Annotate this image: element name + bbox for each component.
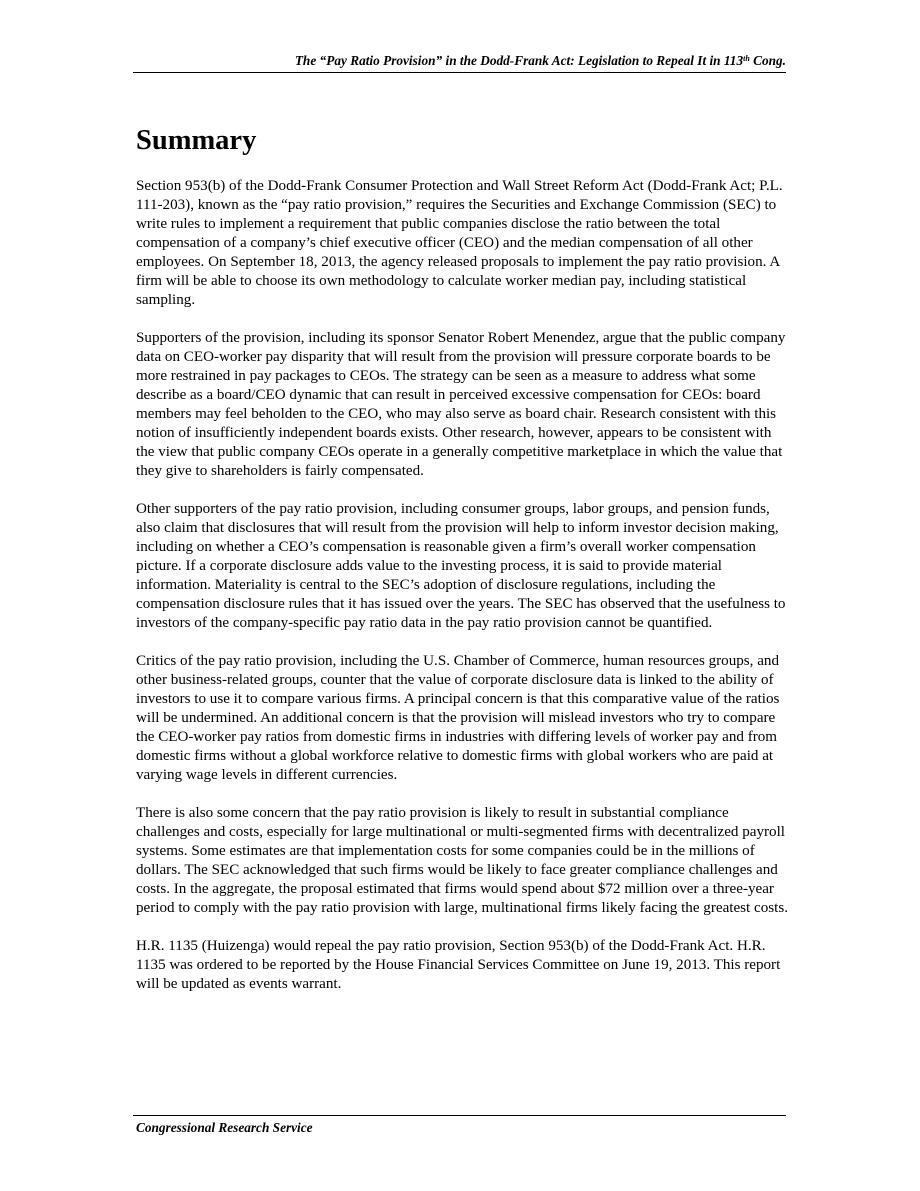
running-header [133, 53, 786, 69]
paragraph-hr-1135: H.R. 1135 (Huizenga) would repeal the pay ratio provision, Section 953(b) of the Dodd-Frank Act. H.R. 1135 was ordered to be reported by the House Financial Services Committee on June 19, 2013. This report will be updated as events warrant. [136, 938, 781, 992]
running-header-congress: Cong. [749, 53, 786, 68]
footer-divider [133, 1115, 786, 1116]
page-title: Summary [136, 125, 257, 156]
summary-body [136, 177, 788, 1013]
paragraph-critics-argument: Critics of the pay ratio provision, including the U.S. Chamber of Commerce, human resources groups, and other business-related groups, counter that the value of corporate disclosure data is linked to the ability of investors to use it to compare various firms. A principal concern is that this comparative value of the ratios will be undermined. An additional concern is that the provision will mislead investors who try to compare the CEO-worker pay ratios from domestic firms in industries with differing levels of worker pay and from domestic firms without a global workforce relative to domestic firms with global workers who are paid at varying wage levels in different currencies. [136, 653, 780, 783]
footer-publisher: Congressional Research Service [136, 1120, 313, 1135]
paragraph-investor-disclosure: Other supporters of the pay ratio provision, including consumer groups, labor groups, and pension funds, also claim that disclosures that will result from the provision will help to inform investor decision making, including on whether a CEO’s compensation is reasonable given a firm’s overall worker compensation picture. If a corporate disclosure adds value to the investing process, it is said to provide material information. Materiality is central to the SEC’s adoption of disclosure regulations, including the compensation disclosure rules that it has issued over the years. The SEC has observed that the usefulness to investors of the company-specific pay ratio data in the pay ratio provision cannot be quantified. [136, 501, 786, 631]
paragraph-supporters-argument: Supporters of the provision, including its sponsor Senator Robert Menendez, argue that the public company data on CEO-worker pay disparity that will result from the provision will pressure corporate boards to be more restrained in pay packages to CEOs. The strategy can be seen as a measure to address what some describe as a board/CEO dynamic that can result in perceived excessive compensation for CEOs: board members may feel beholden to the CEO, who may also serve as board chair. Research consistent with this notion of insufficiently independent boards exists. Other research, however, appears to be consistent with the view that public company CEOs operate in a generally competitive marketplace in which the value that they give to shareholders is fairly compensated. [136, 330, 786, 479]
paragraph-compliance-costs: There is also some concern that the pay ratio provision is likely to result in substantial compliance challenges and costs, especially for large multinational or multi-segmented firms with decentralized payroll systems. Some estimates are that implementation costs for some companies could be in the millions of dollars. The SEC acknowledged that such firms would be likely to face greater compliance challenges and costs. In the aggregate, the proposal estimated that firms would spend about $72 million over a three-year period to comply with the pay ratio provision with large, multinational firms likely facing the greatest costs. [136, 805, 788, 916]
paragraph-pay-ratio-overview: Section 953(b) of the Dodd-Frank Consumer Protection and Wall Street Reform Act (Dodd-Frank Act; P.L. 111-203), known as the “pay ratio provision,” requires the Securities and Exchange Commission (SEC) to write rules to implement a requirement that public companies disclose the ratio between the total compensation of a company’s chief executive officer (CEO) and the median compensation of all other employees. On September 18, 2013, the agency released proposals to implement the pay ratio provision. A firm will be able to choose its own methodology to calculate worker median pay, including statistical sampling. [136, 178, 783, 308]
running-header-title: The “Pay Ratio Provision” in the Dodd-Frank Act: Legislation to Repeal It in 113 [294, 53, 744, 68]
header-divider [133, 72, 786, 73]
running-header-ordinal-suffix: th [743, 54, 750, 63]
